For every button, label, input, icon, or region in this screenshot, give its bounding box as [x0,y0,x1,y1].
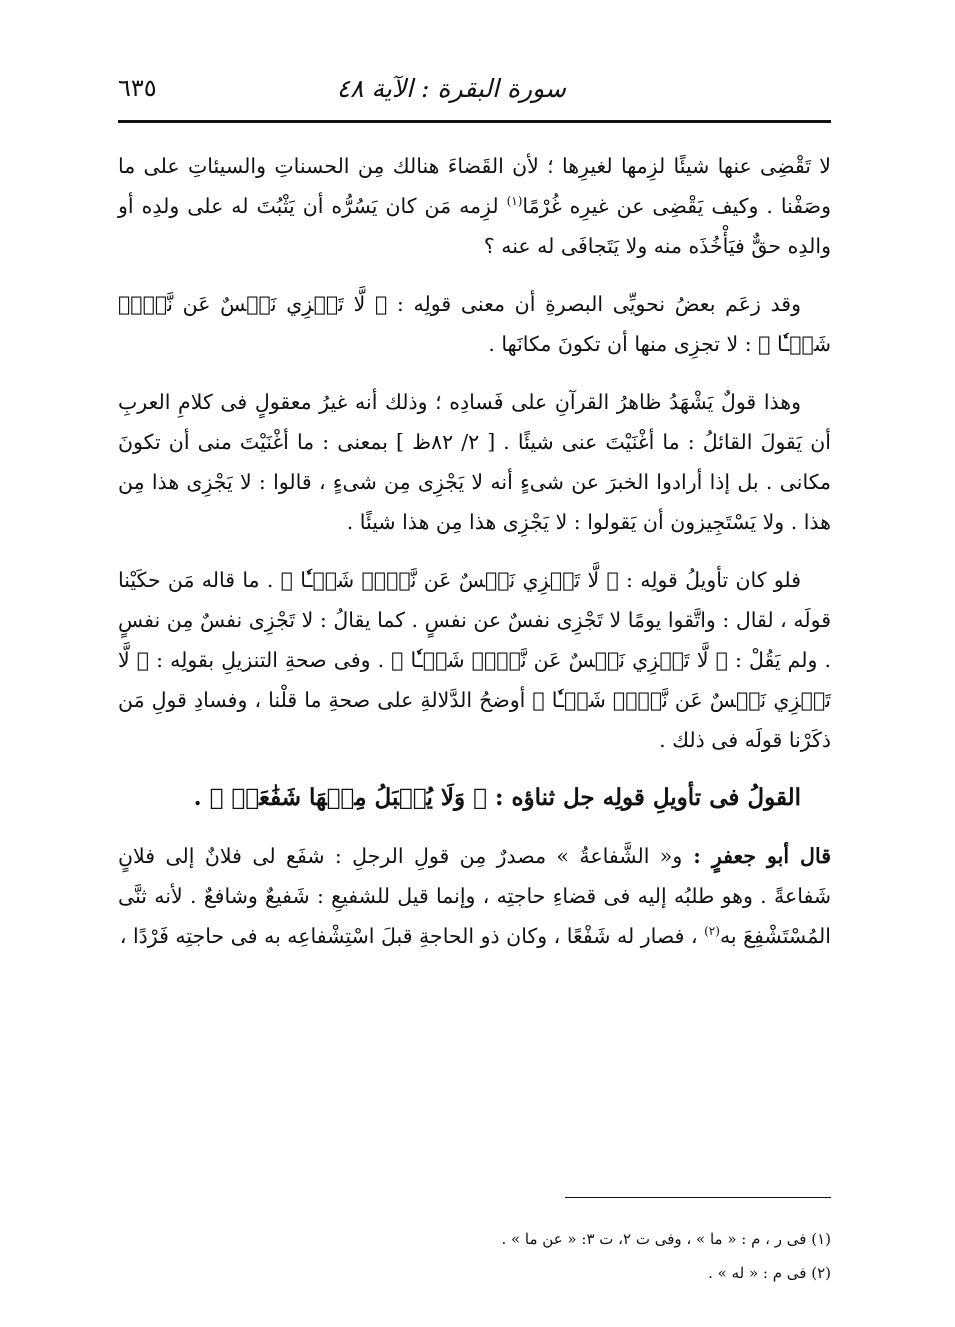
running-title: سورة البقرة : الآية ٤٨ [336,74,566,103]
paragraph-3: وهذا قولٌ يَشْهَدُ ظاهرُ القرآنِ على فَسادِه ؛ وذلك أنه غيرُ معقولٍ فى كلامِ العربِ أن يَقولَ القائلُ : ما أغْنَيْتَ عنى شيئًا . [ ٢/ ٨٢ظ ] بمعنى : ما أغْنَيْتَ منى أن تكونَ مكانى . بل إذا أرادوا الخبرَ عن شىءٍ أنه لا يَجْزِى مِن شىءٍ ، قالوا : لا يَجْزِى هذا مِن هذا . ولا يَسْتَجِيزون أن يَقولوا : لا يَجْزِى هذا مِن هذا شيئًا . [118,390,831,534]
main-text [118,146,831,974]
footnote-ref-1: (١) [506,194,523,209]
paragraph-1 [118,146,831,266]
section-heading: القولُ فى تأويلِ قولِه جل ثناؤه : ﴿ وَلَا يُقۡبَلُ مِنۡهَا شَفَٰعَةٞ ﴾ . [193,784,801,811]
header-rule [118,120,831,123]
paragraph-1-text-a: لا تَقْضِى عنها شيئًا لزِمها لغيرِها ؛ لأن القَضاءَ هنالك مِن الحسناتِ والسيئاتِ على ما وصَفْنا . وكيف يَقْضِى عن غيرِه غُرْمًا [118,154,831,218]
page-number: ٦٣٥ [118,74,157,102]
footnote-ref-2: (٢) [704,924,720,939]
running-header [118,72,831,116]
footnote-1: (١) فى ر ، م : « ما » ، وفى ت ٢، ت ٣: « عن ما » . [501,1230,831,1248]
paragraph-4: فلو كان تأويلُ قولِه : ﴿ لَّا تَجۡزِي نَفۡسٌ عَن نَّفۡسٖ شَيۡـٔٗا ﴾ . ما قاله مَن حكَيْنا قولَه ، لقال : واتَّقوا يومًا لا تَجْزِى نفسٌ عن نفسٍ . كما يقالُ : لا تَجْزِى نفسٌ مِن نفسٍ . ولم يَقُلْ : ﴿ لَّا تَجۡزِي نَفۡسٌ عَن نَّفۡسٖ شَيۡـٔٗا ﴾ . وفى صحةِ التنزيلِ بقولِه : ﴿ لَّا تَجۡزِي نَفۡسٌ عَن نَّفۡسٖ شَيۡـٔٗا ﴾ أوضحُ الدَّلالةِ على صحةِ ما قلْنا ، وفسادِ قولِ مَن ذكَرْنا قولَه فى ذلك . [118,568,831,752]
paragraph-5-text-a: و« الشَّفاعةُ » مصدرٌ مِن قولِ الرجلِ : شفَع لى فلانٌ إلى فلانٍ شَفاعةً . وهو طلبُه إليه فى قضاءِ حاجتِه ، وإنما قيل للشفيعِ : شَفيعٌ وشافعٌ . لأنه ثنَّى المُسْتَشْفِعَ به [118,844,831,948]
footnote-rule [565,1197,831,1198]
paragraph-2: وقد زعَم بعضُ نحويِّى البصرةِ أن معنى قولِه : ﴿ لَّا تَجۡزِي نَفۡسٌ عَن نَّفۡسٖ شَيۡـٔٗا ﴾ : لا تجزِى منها أن تكونَ مكانَها . [118,292,831,356]
footnote-2: (٢) فى م : « له » . [708,1264,831,1282]
paragraph-5 [118,836,831,956]
footnotes [118,1222,831,1290]
paragraph-1-text-b: لزِمه مَن كان يَسُرُّه أن يَثْبُتَ له على ولدِه أو والدِه حقٌّ فيَأْخُذَه منه ولا يَتَجافَى له عنه ؟ [118,194,831,258]
paragraph-5-text-b: ، فصار له شَفْعًا ، وكان ذو الحاجةِ قبلَ اسْتِشْفاعِه به فى حاجتِه فَرْدًا ، [119,924,705,948]
speaker-lead: قال أبو جعفرٍ : [682,844,831,868]
